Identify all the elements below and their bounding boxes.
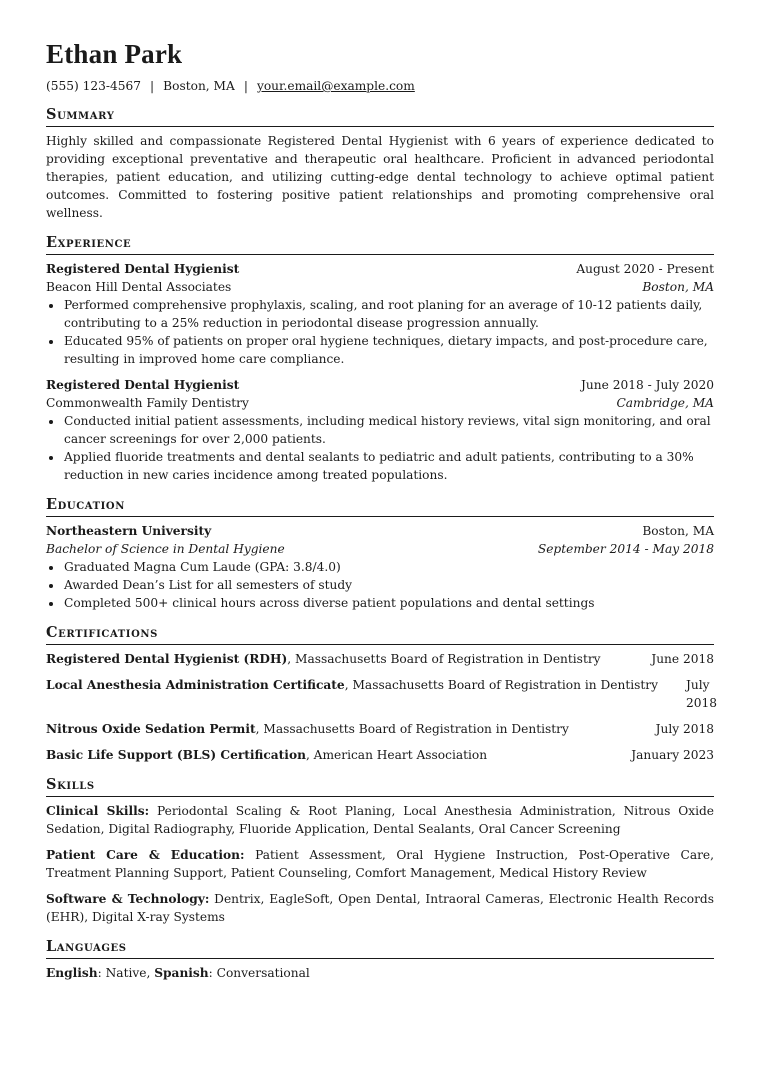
- job-company: Beacon Hill Dental Associates: [46, 280, 232, 294]
- contact-line: [46, 78, 714, 94]
- job-bullet: • Educated 95% of patients on proper oral hygiene techniques, dietary impacts, and post-procedure care, resulting in improved home care compliance.: [63, 332, 714, 368]
- email-link[interactable]: your.email@example.com: [256, 79, 415, 93]
- summary-text: Highly skilled and compassionate Registered Dental Hygienist with 6 years of experience dedicated to providing exceptional preventative and therapeutic oral healthcare. Proficient in advanced periodontal therapies, patient education, and utilizing cutting-edge dental technology to achieve optimal patient outcomes. Committed to fostering positive patient relationships and promoting comprehensive oral wellness.: [46, 134, 714, 220]
- education-bullets: [46, 558, 714, 612]
- skill-group: [46, 802, 714, 838]
- job-location: Boston, MA: [642, 280, 714, 294]
- school-name: Northeastern University: [46, 524, 212, 538]
- job-bullets: [46, 412, 714, 484]
- experience-heading: Experience: [46, 234, 714, 255]
- candidate-name: Ethan Park: [46, 39, 183, 69]
- resume-page: [46, 38, 718, 994]
- skill-group-label: Software & Technology:: [46, 892, 210, 906]
- certification-issuer: , Massachusetts Board of Registration in Dentistry: [255, 722, 569, 736]
- summary-section: [46, 106, 714, 222]
- skills-section: [46, 776, 714, 926]
- contact-separator: |: [150, 79, 155, 93]
- job-dates: August 2020 - Present: [576, 262, 714, 276]
- certifications-heading: Certifications: [46, 624, 714, 645]
- degree-name: Bachelor of Science in Dental Hygiene: [46, 542, 285, 556]
- job-bullets: [46, 296, 714, 368]
- job-title: Registered Dental Hygienist: [46, 262, 240, 276]
- certification-date: July 2018: [686, 678, 718, 710]
- job-entry: [46, 260, 714, 368]
- job-location: Cambridge, MA: [616, 396, 714, 410]
- certification-name: Nitrous Oxide Sedation Permit: [46, 722, 256, 736]
- languages-section: [46, 938, 714, 982]
- certification-issuer: , American Heart Association: [305, 748, 488, 762]
- contact-separator: |: [243, 79, 248, 93]
- language-name: English: [46, 966, 98, 980]
- education-bullet: • Completed 500+ clinical hours across diverse patient populations and dental settings: [63, 594, 714, 612]
- skill-group-label: Clinical Skills:: [46, 804, 150, 818]
- certifications-section: [46, 624, 718, 764]
- job-dates: June 2018 - July 2020: [581, 378, 714, 392]
- languages-heading: Languages: [46, 938, 714, 959]
- skill-group-text: Dentrix, EagleSoft, Open Dental, Intraoral Cameras, Electronic Health Records (EHR), Digital X-ray Systems: [46, 892, 714, 924]
- language-name: Spanish: [154, 966, 209, 980]
- education-section: [46, 496, 714, 612]
- certification-name: Local Anesthesia Administration Certificate: [46, 678, 345, 692]
- certification-issuer: , Massachusetts Board of Registration in Dentistry: [344, 678, 658, 692]
- experience-section: [46, 234, 714, 484]
- school-location: Boston, MA: [642, 524, 714, 538]
- education-dates: September 2014 - May 2018: [537, 542, 714, 556]
- languages-line: [46, 964, 714, 982]
- certification-date: January 2023: [631, 748, 714, 762]
- certification-issuer: , Massachusetts Board of Registration in Dentistry: [287, 652, 601, 666]
- skill-group-label: Patient Care & Education:: [46, 848, 245, 862]
- skill-group: [46, 890, 714, 926]
- certification-item: [46, 676, 718, 712]
- certification-date: July 2018: [655, 722, 714, 736]
- education-bullet: • Graduated Magna Cum Laude (GPA: 3.8/4.0): [63, 558, 714, 576]
- skill-group: [46, 846, 714, 882]
- phone-number: (555) 123-4567: [46, 79, 142, 93]
- job-bullet: • Performed comprehensive prophylaxis, scaling, and root planing for an average of 10-12 patients daily, contributing to a 25% reduction in periodontal disease progression annually.: [63, 296, 714, 332]
- certification-name: Registered Dental Hygienist (RDH): [46, 652, 288, 666]
- language-level: : Conversational: [208, 966, 310, 980]
- job-title: Registered Dental Hygienist: [46, 378, 240, 392]
- certification-date: June 2018: [651, 652, 714, 666]
- skills-heading: Skills: [46, 776, 714, 797]
- certification-item: [46, 746, 714, 764]
- certification-item: [46, 720, 714, 738]
- location: Boston, MA: [163, 79, 235, 93]
- skill-group-text: Periodontal Scaling & Root Planing, Local Anesthesia Administration, Nitrous Oxide Sedation, Digital Radiography, Fluoride Application, Dental Sealants, Oral Cancer Screening: [46, 804, 714, 836]
- certification-name: Basic Life Support (BLS) Certification: [46, 748, 306, 762]
- certification-item: [46, 650, 714, 668]
- summary-heading: Summary: [46, 106, 714, 127]
- job-bullet: • Applied fluoride treatments and dental sealants to pediatric and adult patients, contributing to a 30% reduction in new caries incidence among treated populations.: [63, 448, 714, 484]
- job-entry: [46, 376, 714, 484]
- job-bullet: • Conducted initial patient assessments, including medical history reviews, vital sign monitoring, and oral cancer screenings for over 2,000 patients.: [63, 412, 714, 448]
- education-heading: Education: [46, 496, 714, 517]
- education-bullet: • Awarded Dean’s List for all semesters of study: [63, 576, 714, 594]
- skill-group-text: Patient Assessment, Oral Hygiene Instruction, Post-Operative Care, Treatment Planning Support, Patient Counseling, Comfort Management, Medical History Review: [46, 848, 715, 880]
- language-level: : Native,: [97, 966, 155, 980]
- job-company: Commonwealth Family Dentistry: [46, 396, 249, 410]
